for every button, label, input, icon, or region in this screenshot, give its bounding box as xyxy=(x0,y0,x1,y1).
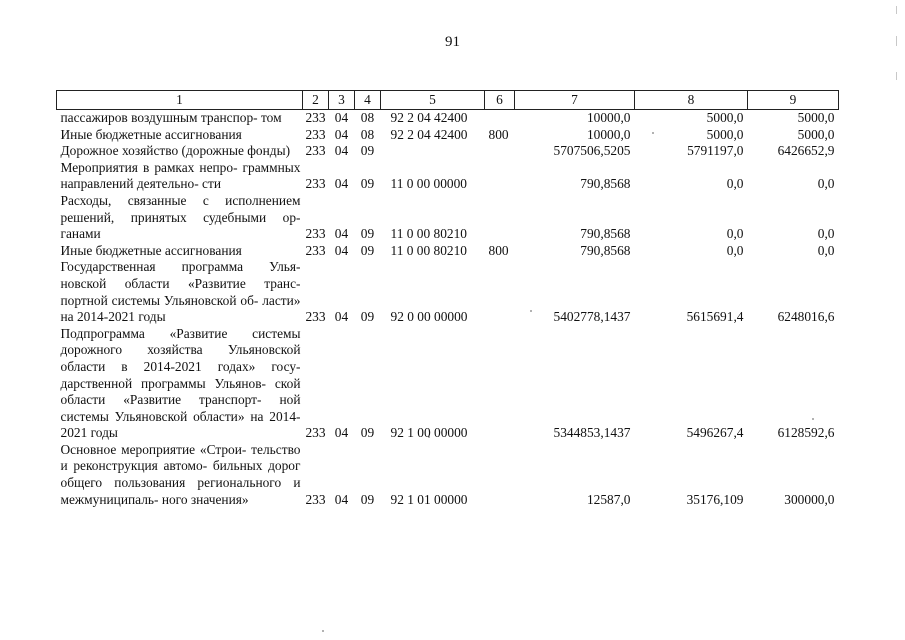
target-code: 92 2 04 42400 xyxy=(390,126,468,142)
amount-col8: 0,0 xyxy=(726,242,744,258)
column-header: 3 xyxy=(329,91,355,110)
budget-table xyxy=(56,90,839,508)
table-row xyxy=(57,110,839,127)
amount-col9: 300000,0 xyxy=(784,491,835,507)
table-row xyxy=(57,127,839,144)
amount-col7: 790,8568 xyxy=(580,242,631,258)
target-code xyxy=(381,143,485,160)
admin-code: 233 xyxy=(305,425,326,441)
amount-col9: 5000,0 xyxy=(797,126,835,142)
section-code: 04 xyxy=(334,143,349,159)
amount-col9: 6426652,9 xyxy=(777,143,835,159)
section-code: 04 xyxy=(334,126,349,142)
admin-code: 233 xyxy=(305,176,326,192)
admin-code: 233 xyxy=(305,110,326,125)
column-header: 6 xyxy=(485,91,515,110)
item-name: Иные бюджетные ассигнования xyxy=(60,242,242,258)
item-name: Дорожное хозяйство (дорожные фонды) xyxy=(60,143,291,159)
target-code: 92 2 04 42400 xyxy=(390,110,468,125)
column-header: 9 xyxy=(748,91,839,110)
item-name: Иные бюджетные ассигнования xyxy=(60,126,242,142)
amount-col7: 5707506,5205 xyxy=(553,143,631,159)
margin-mark xyxy=(896,6,897,14)
amount-col8: 0,0 xyxy=(726,226,744,242)
target-code: 11 0 00 00000 xyxy=(390,176,467,192)
target-code: 11 0 00 80210 xyxy=(390,242,467,258)
amount-col7: 5344853,1437 xyxy=(553,425,631,441)
admin-code: 233 xyxy=(305,309,326,325)
subsection-code: 08 xyxy=(360,110,375,125)
section-code: 04 xyxy=(334,226,349,242)
section-code: 04 xyxy=(334,242,349,258)
item-name: Подпрограмма «Развитие системы дорожного хозяйства Ульяновской области в 2014-2021 годах» госу- дарственной программы Ульянов- ской области «Развитие транспорт- ной системы Ульяновской области» на 2014-2021 годы xyxy=(60,325,301,441)
expense-type-code xyxy=(485,442,515,508)
amount-col7: 790,8568 xyxy=(580,226,631,242)
subsection-code: 08 xyxy=(360,126,375,142)
amount-col8: 35176,109 xyxy=(686,491,744,507)
subsection-code: 09 xyxy=(360,143,375,159)
header-row xyxy=(57,91,839,110)
amount-col8: 5000,0 xyxy=(706,110,744,125)
amount-col8: 5791197,0 xyxy=(687,143,744,159)
admin-code: 233 xyxy=(305,126,326,142)
expense-type-code xyxy=(485,110,515,127)
amount-col7: 790,8568 xyxy=(580,176,631,192)
amount-col8: 5496267,4 xyxy=(686,425,744,441)
subsection-code: 09 xyxy=(360,226,375,242)
table-row xyxy=(57,326,839,442)
amount-col7: 12587,0 xyxy=(586,491,631,507)
amount-col8: 5615691,4 xyxy=(686,309,744,325)
column-header: 4 xyxy=(355,91,381,110)
amount-col7: 5402778,1437 xyxy=(553,309,631,325)
target-code: 92 1 01 00000 xyxy=(390,491,468,507)
amount-col9: 6248016,6 xyxy=(777,309,835,325)
admin-code: 233 xyxy=(305,143,326,159)
expense-type-code xyxy=(485,160,515,193)
margin-mark xyxy=(896,36,897,46)
scan-speck xyxy=(322,630,324,632)
subsection-code: 09 xyxy=(360,491,375,507)
item-name: Государственная программа Улья- новской области «Развитие транс- портной системы Ульяновской об- ласти» на 2014-2021 годы xyxy=(60,259,301,325)
expense-type-code xyxy=(485,193,515,243)
expense-type-code xyxy=(485,326,515,442)
column-header: 2 xyxy=(303,91,329,110)
section-code: 04 xyxy=(334,176,349,192)
subsection-code: 09 xyxy=(360,309,375,325)
expense-type-code: 800 xyxy=(488,126,509,142)
column-header: 5 xyxy=(381,91,485,110)
amount-col9: 6128592,6 xyxy=(777,425,835,441)
amount-col9: 5000,0 xyxy=(797,110,835,125)
column-header: 7 xyxy=(515,91,635,110)
item-name: Основное мероприятие «Строи- тельство и реконструкция автомо- бильных дорог общего пользования регионального и межмуниципаль- ного значения» xyxy=(60,441,301,507)
amount-col8: 0,0 xyxy=(726,176,744,192)
admin-code: 233 xyxy=(305,226,326,242)
amount-col7: 10000,0 xyxy=(586,126,631,142)
column-header: 1 xyxy=(57,91,303,110)
subsection-code: 09 xyxy=(360,242,375,258)
section-code: 04 xyxy=(334,491,349,507)
admin-code: 233 xyxy=(305,491,326,507)
expense-type-code xyxy=(485,259,515,325)
target-code: 92 1 00 00000 xyxy=(390,425,468,441)
subsection-code: 09 xyxy=(360,425,375,441)
amount-col9: 0,0 xyxy=(817,176,835,192)
expense-type-code: 800 xyxy=(488,242,509,258)
page-number: 91 xyxy=(445,34,460,50)
table-row xyxy=(57,143,839,160)
admin-code: 233 xyxy=(305,242,326,258)
expense-type-code xyxy=(485,143,515,160)
section-code: 04 xyxy=(334,309,349,325)
section-code: 04 xyxy=(334,110,349,125)
margin-mark xyxy=(896,72,897,80)
column-header: 8 xyxy=(635,91,748,110)
subsection-code: 09 xyxy=(360,176,375,192)
section-code: 04 xyxy=(334,425,349,441)
item-name: Расходы, связанные с исполнением решений, принятых судебными ор- ганами xyxy=(60,192,301,242)
item-name: пассажиров воздушным транспор- том xyxy=(60,110,282,125)
target-code: 11 0 00 80210 xyxy=(390,226,467,242)
table-row xyxy=(57,442,839,508)
amount-col9: 0,0 xyxy=(817,226,835,242)
target-code: 92 0 00 00000 xyxy=(390,309,468,325)
amount-col8: 5000,0 xyxy=(706,126,744,142)
amount-col7: 10000,0 xyxy=(586,110,631,125)
item-name: Мероприятия в рамках непро- граммных направлений деятельно- сти xyxy=(60,159,301,192)
table-row xyxy=(57,259,839,325)
table-row xyxy=(57,243,839,260)
table-row xyxy=(57,160,839,193)
amount-col9: 0,0 xyxy=(817,242,835,258)
table-row xyxy=(57,193,839,243)
